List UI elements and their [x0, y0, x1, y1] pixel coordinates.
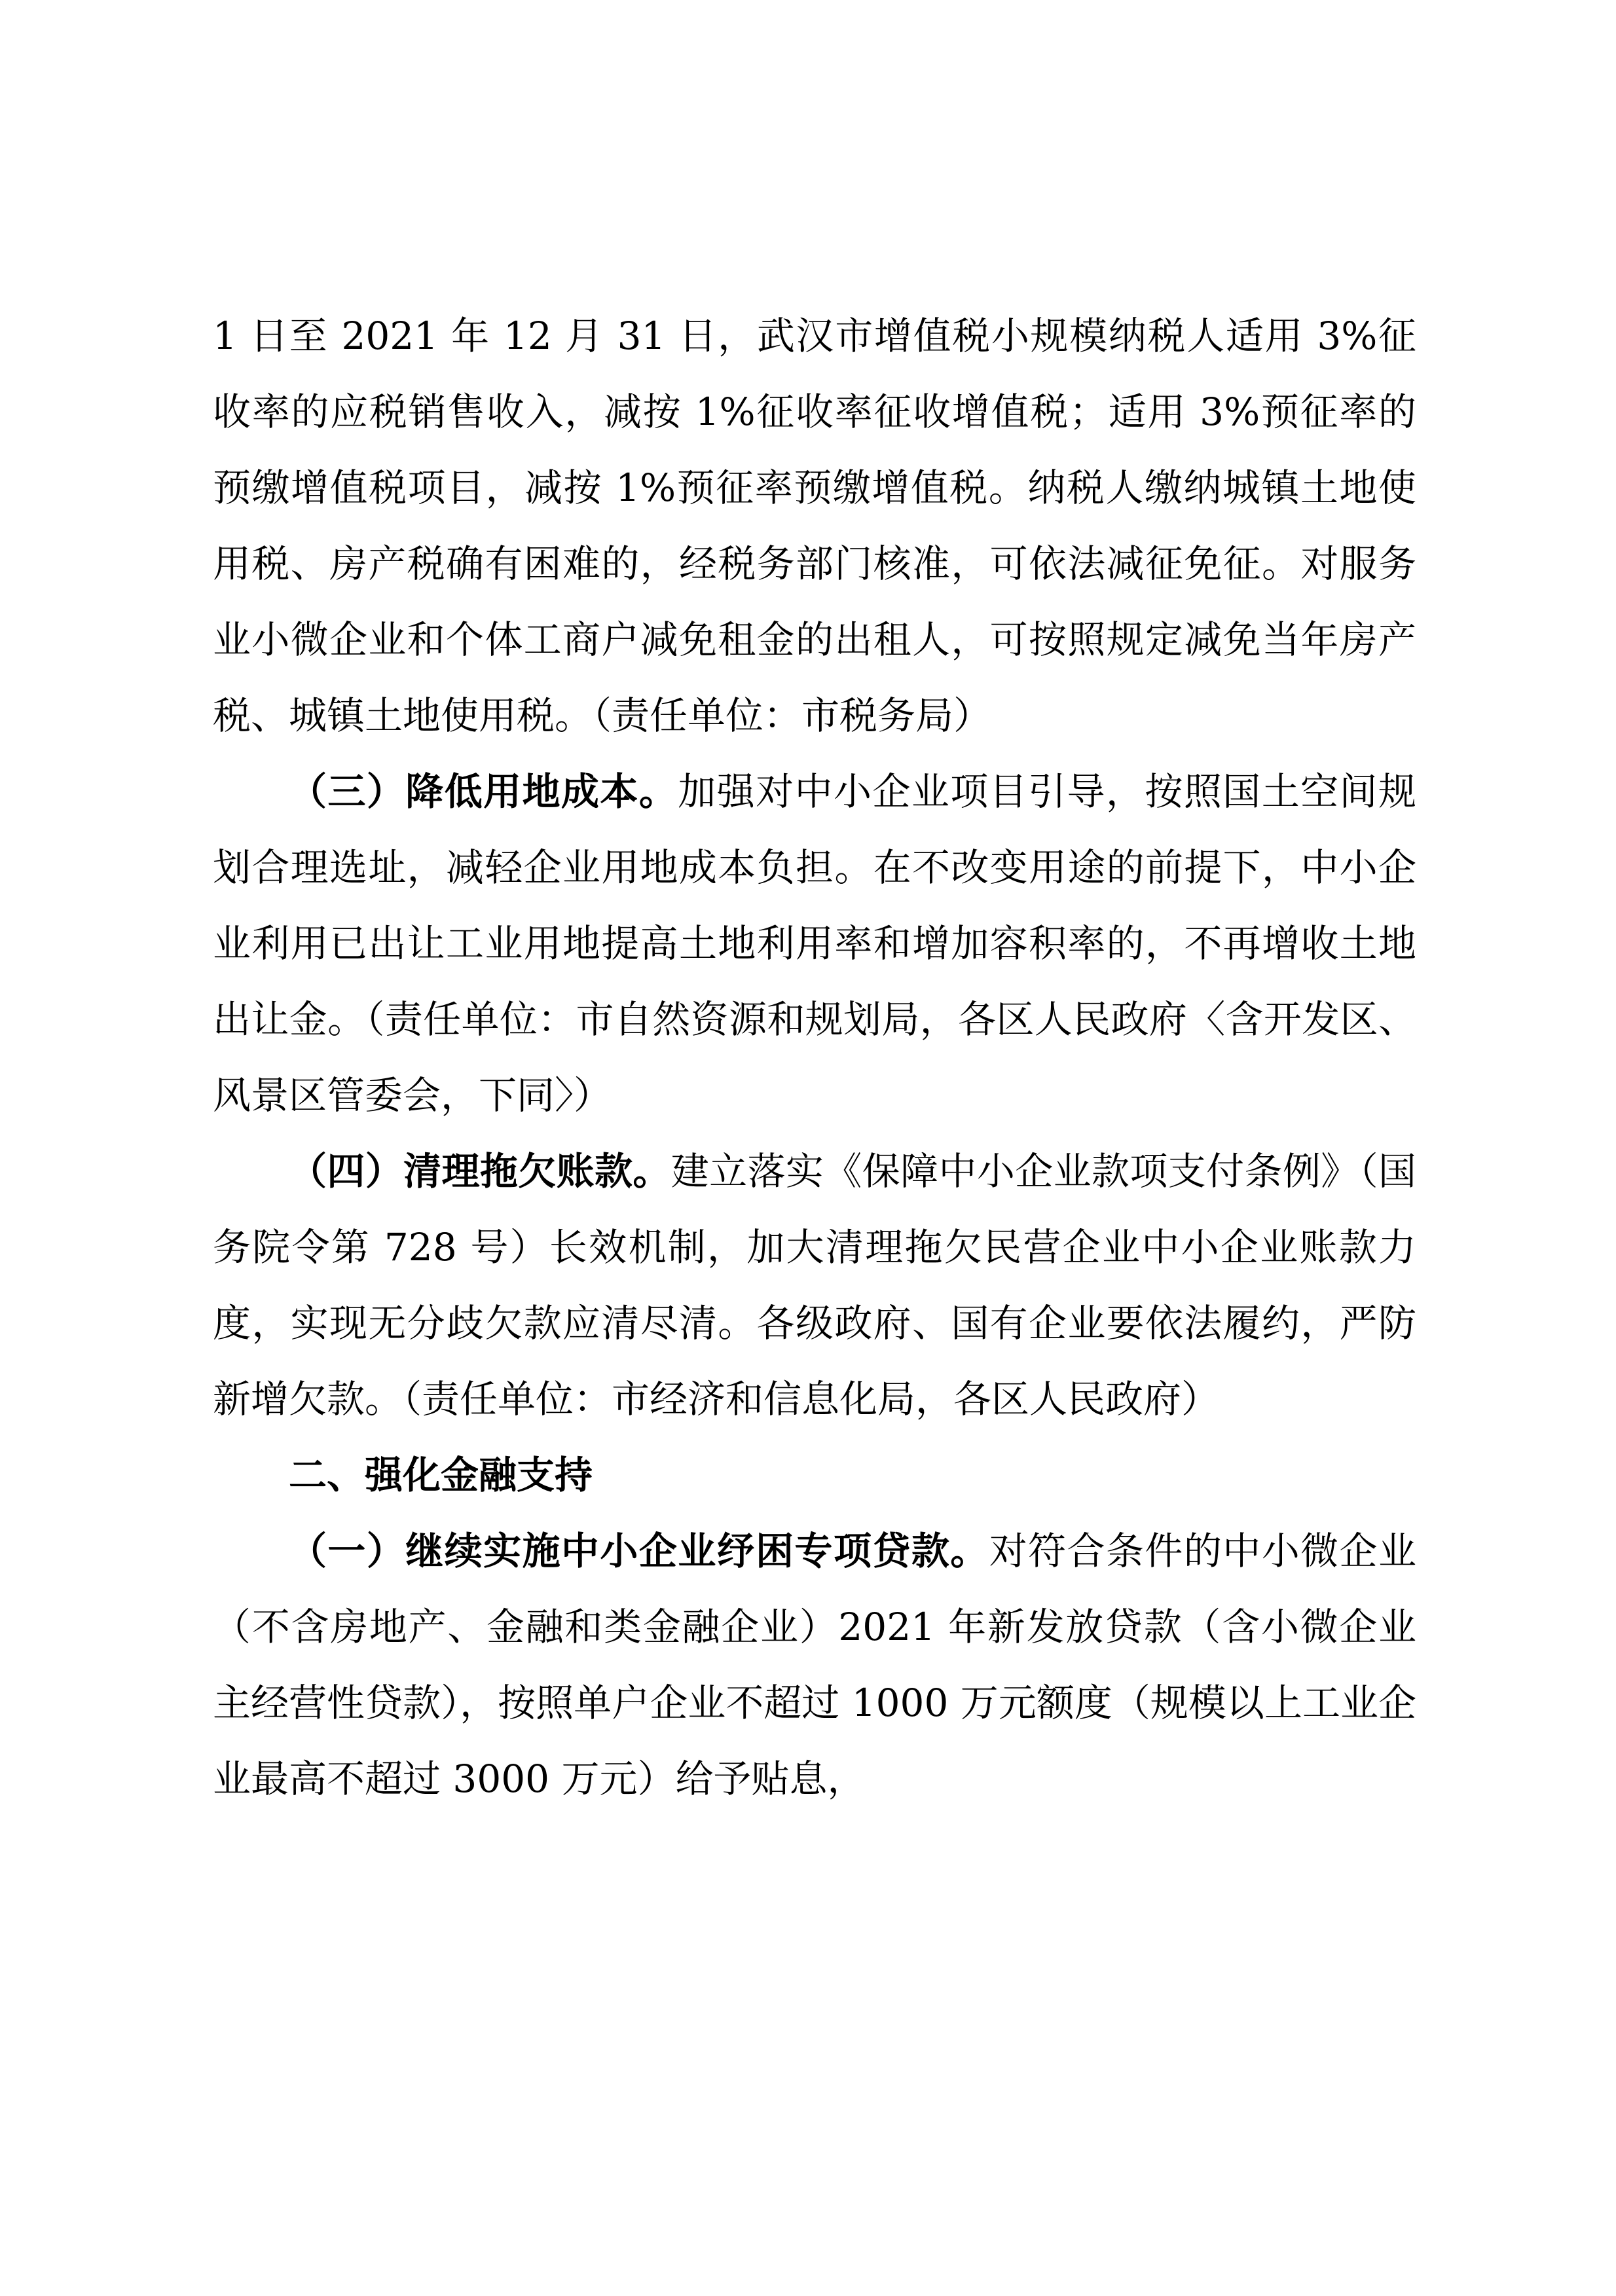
paragraph-text: 对符合条件的中小微企业（不含房地产、金融和类金融企业）2021 年新发放贷款（含小微企业主经营性贷款），按照单户企业不超过 1000 万元额度（规模以上工业企业最高不超过 3000 万元）给予贴息，: [213, 1529, 1416, 1801]
paragraph-tax-reduction: [213, 298, 1416, 754]
section-heading-finance: [213, 1437, 1416, 1513]
paragraph-special-loan: [213, 1513, 1416, 1817]
paragraph-land-cost: [213, 754, 1416, 1133]
paragraph-lead: （一）继续实施中小企业纾困专项贷款。: [289, 1529, 989, 1573]
paragraph-lead: （三）降低用地成本。: [289, 769, 678, 814]
paragraph-arrears: [213, 1133, 1416, 1437]
paragraph-lead: （四）清理拖欠账款。: [289, 1149, 671, 1194]
document-body: [213, 298, 1416, 1817]
paragraph-text: 建立落实《保障中小企业款项支付条例》（国务院令第 728 号）长效机制，加大清理拖欠民营企业中小企业账款力度，实现无分歧欠款应清尽清。各级政府、国有企业要依法履约，严防新增欠款。（责任单位：市经济和信息化局，各区人民政府）: [213, 1149, 1416, 1421]
paragraph-text: 1 日至 2021 年 12 月 31 日，武汉市增值税小规模纳税人适用 3%征收率的应税销售收入，减按 1%征收率征收增值税；适用 3%预征率的预缴增值税项目，减按 1%预征率预缴增值税。纳税人缴纳城镇土地使用税、房产税确有困难的，经税务部门核准，可依法减征免征。对服务业小微企业和个体工商户减免租金的出租人，可按照规定减免当年房产税、城镇土地使用税。（责任单位：市税务局）: [213, 314, 1416, 738]
section-heading-text: 二、强化金融支持: [289, 1453, 593, 1497]
paragraph-text: 加强对中小企业项目引导，按照国土空间规划合理选址，减轻企业用地成本负担。在不改变用途的前提下，中小企业利用已出让工业用地提高土地利用率和增加容积率的，不再增收土地出让金。（责任单位：市自然资源和规划局，各区人民政府〈含开发区、风景区管委会，下同〉）: [213, 769, 1416, 1118]
